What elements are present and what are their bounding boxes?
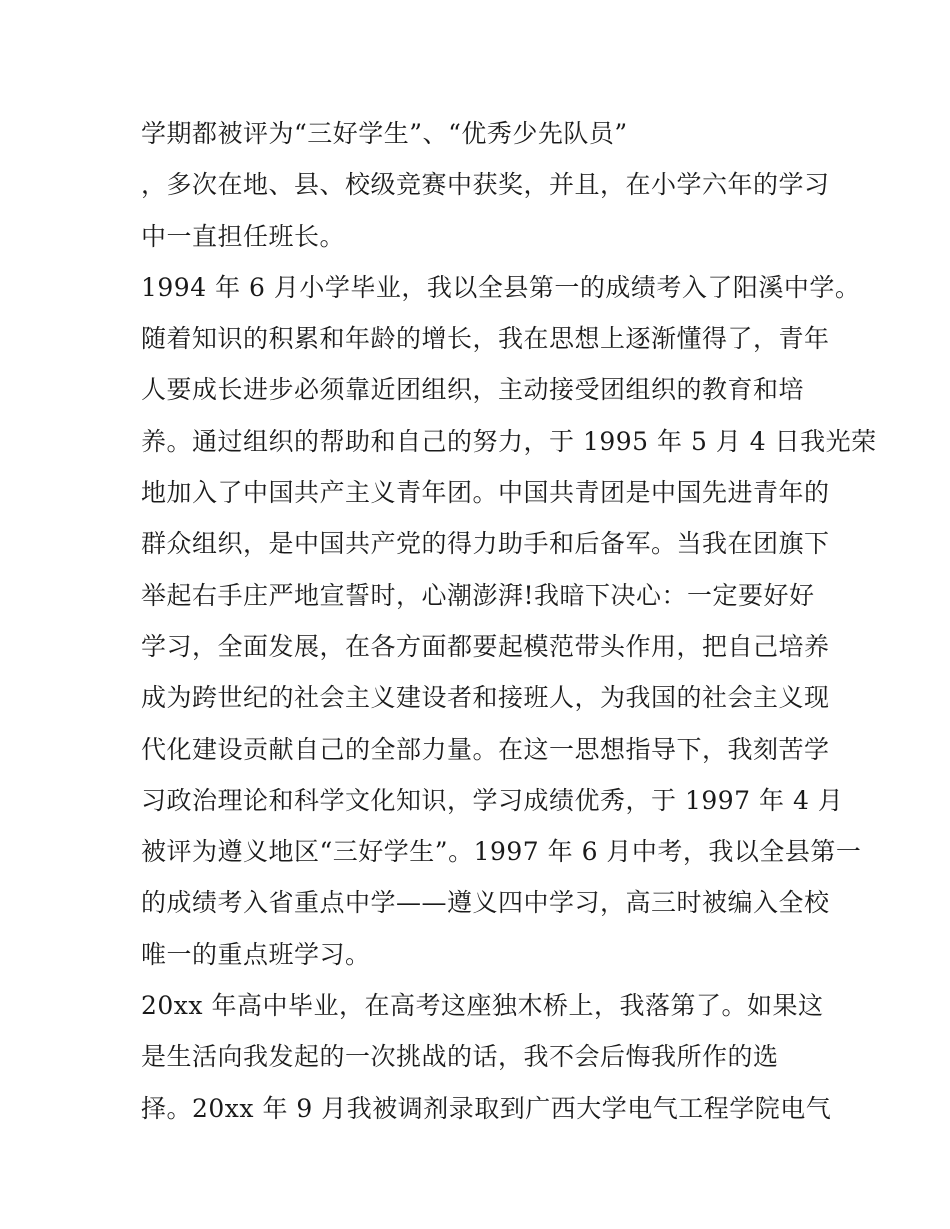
text-line: 群众组织，是中国共产党的得力助手和后备军。当我在团旗下 — [141, 529, 830, 559]
text-line: 1994 年 6 月小学毕业，我以全县第一的成绩考入了阳溪中学。 — [141, 272, 861, 302]
text-line: 养。通过组织的帮助和自己的努力，于 1995 年 5 月 4 日我光荣 — [141, 426, 877, 456]
text-line: 是生活向我发起的一次挑战的话，我不会后悔我所作的选 — [141, 1042, 779, 1072]
text-line: 择。20xx 年 9 月我被调剂录取到广西大学电气工程学院电气 — [141, 1093, 832, 1123]
text-line: 中一直担任班长。 — [141, 221, 346, 251]
text-line: 学习，全面发展，在各方面都要起模范带头作用，把自己培养 — [141, 631, 830, 661]
text-line: 学期都被评为“三好学生”、“优秀少先队员” — [141, 119, 628, 148]
text-line: 地加入了中国共产主义青年团。中国共青团是中国先进青年的 — [141, 478, 830, 508]
text-line: 20xx 年高中毕业，在高考这座独木桥上，我落第了。如果这 — [141, 991, 824, 1021]
text-line: 的成绩考入省重点中学——遵义四中学习，高三时被编入全校 — [141, 888, 830, 918]
body-text — [141, 108, 877, 1134]
text-line: 习政治理论和科学文化知识，学习成绩优秀，于 1997 年 4 月 — [141, 785, 844, 815]
text-line: 唯一的重点班学习。 — [141, 939, 371, 969]
text-line: ，多次在地、县、校级竞赛中获奖，并且，在小学六年的学习 — [141, 170, 830, 200]
text-line: 人要成长进步必须靠近团组织，主动接受团组织的教育和培 — [141, 375, 805, 405]
text-line: 成为跨世纪的社会主义建设者和接班人，为我国的社会主义现 — [141, 683, 830, 713]
text-line: 代化建设贡献自己的全部力量。在这一思想指导下，我刻苦学 — [141, 734, 830, 764]
text-line: 随着知识的积累和年龄的增长，我在思想上逐渐懂得了，青年 — [141, 324, 830, 354]
text-line: 被评为遵义地区“三好学生”。1997 年 6 月中考，我以全县第一 — [141, 837, 862, 867]
text-line: 举起右手庄严地宣誓时，心潮澎湃!我暗下决心：一定要好好 — [141, 580, 815, 610]
